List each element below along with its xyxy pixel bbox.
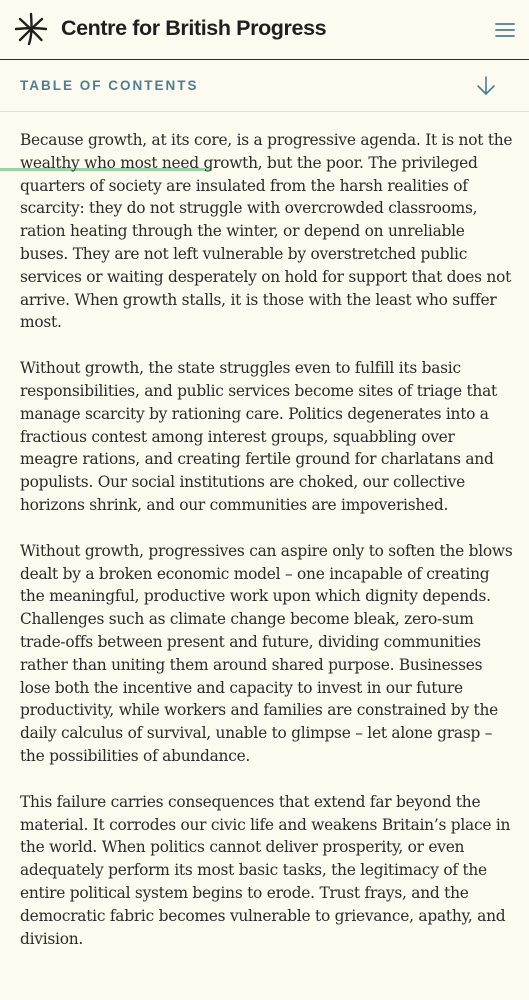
article-paragraph: Without growth, progressives can aspire only to soften the blows dealt by a broken economic model – one incapable of creating the meaningful, productive work upon which dignity depends. Challenges such as climate change become bleak, zero-sum trade-offs between present and future, dividing communities rather than uniting them around shared purpose. Businesses lose both the incentive and capacity to invest in our future productivity, while workers and families are constrained by the daily calculus of survival, unable to glimpse – let alone grasp – the possibilities of abundance.: [20, 541, 513, 765]
hamburger-menu-icon[interactable]: [493, 20, 517, 40]
article-paragraph: Because growth, at its core, is a progressive agenda. It is not the wealthy who most need growth, but the poor. The privileged quarters of society are insulated from the harsh realities of scarcity: they do not struggle with overcrowded classrooms, ration heating through the winter, or depend on unreliable buses. They are not left vulnerable by overstretched public services or waiting desperately on hold for support that does not arrive. When growth stalls, it is those with the least who suffer most.: [20, 131, 513, 332]
table-of-contents-toggle[interactable]: [0, 60, 529, 112]
site-title[interactable]: Centre for British Progress: [61, 16, 327, 40]
starburst-logo-icon[interactable]: [14, 12, 48, 46]
article-body: [20, 129, 516, 973]
toc-label: TABLE OF CONTENTS: [20, 78, 199, 93]
article-paragraph: Without growth, the state struggles even to fulfill its basic responsibilities, and public services become sites of triage that manage scarcity by rationing care. Politics degenerates into a fractious contest among interest groups, squabbling over meagre rations, and creating fertile ground for charlatans and populists. Our social institutions are choked, our collective horizons shrink, and our communities are impoverished.: [20, 359, 497, 514]
article-paragraph: This failure carries consequences that extend far beyond the material. It corrodes our civic life and weakens Britain’s place in the world. When politics cannot deliver prosperity, or even adequately perform its most basic tasks, the legitimacy of the entire political system begins to erode. Trust frays, and the democratic fabric becomes vulnerable to grievance, apathy, and division.: [20, 792, 511, 948]
arrow-down-icon[interactable]: [475, 74, 497, 98]
site-header: [0, 0, 529, 60]
